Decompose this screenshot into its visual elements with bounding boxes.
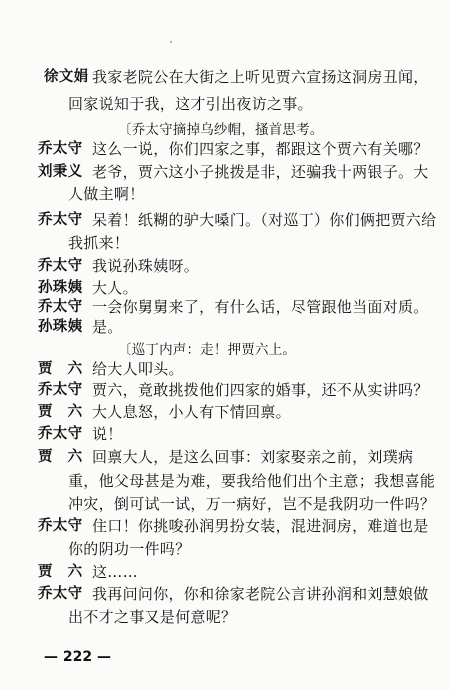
speaker-name: 乔太守 (38, 258, 83, 274)
speaker-name: 乔太守 (38, 382, 83, 398)
dialogue-line: 重，他父母甚是为难，要我给他们出个主意；我想喜能 (68, 472, 436, 490)
dialogue-line: 人做主啊！ (68, 185, 145, 203)
dialogue-line: 我抓来！ (68, 234, 130, 252)
dialogue-line: 出不才之事又是何意呢？ (68, 608, 237, 626)
speaker-name: 乔太守 (38, 426, 83, 442)
dialogue-line: 冲灾，倒可试一试，万一病好，岂不是我阴功一件吗？ (68, 495, 436, 513)
dialogue-line: 住口！你挑唆孙润男扮女装，混进洞房，难道也是 (92, 517, 429, 535)
speaker-name: 刘秉义 (38, 164, 83, 180)
speaker-name: 乔太守 (38, 141, 83, 157)
dialogue-line: 我家老院公在大街之上听见贾六宣扬这洞房丑闻， (92, 68, 429, 86)
speaker-name: 贾 六 (38, 404, 83, 420)
speaker-name: 乔太守 (38, 586, 83, 602)
speaker-name: 贾 六 (38, 564, 83, 580)
dialogue-line: 大人。 (92, 279, 138, 297)
dialogue-line: 老爷，贾六这小子挑拨是非，还骗我十两银子。大 (92, 163, 429, 181)
dialogue-line: 贾六，竟敢挑拨他们四家的婚事，还不从实讲吗？ (92, 381, 429, 399)
dialogue-line: 我再问问你，你和徐家老院公言讲孙润和刘慧娘做 (92, 585, 429, 603)
speaker-name: 孙珠姨 (38, 319, 83, 335)
stage-direction: 〔巡丁内声：走！押贾六上。 (118, 342, 297, 358)
dialogue-line: 给大人叩头。 (92, 360, 184, 378)
dialogue-line: 你的阴功一件吗？ (68, 540, 191, 558)
paper-speck (170, 41, 172, 43)
speaker-name: 乔太守 (38, 212, 83, 228)
dialogue-line: 回禀大人，是这么回事：刘家娶亲之前，刘璞病 (92, 448, 414, 466)
dialogue-line: 大人息怒，小人有下情回禀。 (92, 403, 291, 421)
dialogue-line: 这么一说，你们四家之事，都跟这个贾六有关哪？ (92, 140, 429, 158)
speaker-name: 孙珠姨 (38, 280, 83, 296)
dialogue-line: 回家说知于我，这才引出夜访之事。 (68, 95, 313, 113)
stage-direction: 〔乔太守摘掉乌纱帽，搔首思考。 (118, 122, 324, 138)
dialogue-line: 一会你舅舅来了，有什么话，尽管跟他当面对质。 (92, 298, 429, 316)
page-number: — 222 — (44, 649, 111, 665)
speaker-name: 乔太守 (38, 299, 83, 315)
dialogue-line: 这…… (92, 563, 138, 581)
speaker-name: 贾 六 (38, 361, 83, 377)
dialogue-line: 呆着！纸糊的驴大嗓门。（对巡丁）你们俩把贾六给 (92, 211, 437, 229)
dialogue-line: 我说孙珠姨呀。 (92, 257, 200, 275)
dialogue-line: 是。 (92, 318, 123, 336)
speaker-name: 徐文娟 (44, 69, 89, 85)
dialogue-line: 说！ (92, 425, 123, 443)
speaker-name: 贾 六 (38, 449, 83, 465)
speaker-name: 乔太守 (38, 518, 83, 534)
